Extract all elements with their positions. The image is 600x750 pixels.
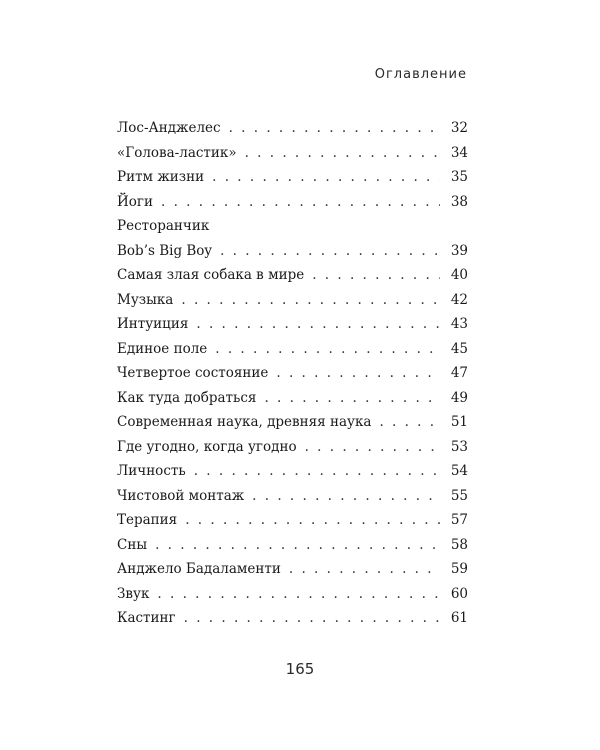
toc-entry-page: 40 xyxy=(450,267,468,284)
toc-entry-title: Йоги xyxy=(117,193,153,210)
page-number: 165 xyxy=(285,660,315,678)
dot-leader xyxy=(157,586,440,602)
toc-entry-page: 45 xyxy=(450,340,468,357)
dot-leader xyxy=(305,439,440,455)
toc-entry-page: 51 xyxy=(450,414,468,431)
toc-entry-title: Самая злая собака в мире xyxy=(117,267,305,284)
toc-entry-title: Кастинг xyxy=(117,610,176,627)
toc-entry-title: Терапия xyxy=(117,512,178,529)
dot-leader xyxy=(312,267,440,283)
toc-entry-title: Как туда добраться xyxy=(117,389,257,406)
toc-entry-title: Чистовой монтаж xyxy=(117,487,245,504)
toc-entry-page: 42 xyxy=(450,291,468,308)
toc-entry xyxy=(117,410,468,435)
dot-leader xyxy=(185,512,440,528)
dot-leader xyxy=(220,243,440,259)
dot-leader xyxy=(276,365,440,381)
toc-entry-title: Современная наука, древняя наука xyxy=(117,414,372,431)
toc-entry xyxy=(117,459,468,484)
dot-leader xyxy=(264,390,440,406)
toc-entry xyxy=(117,263,468,288)
dot-leader xyxy=(215,341,440,357)
toc-entry-page: 38 xyxy=(450,193,468,210)
toc-entry-title-line1: Ресторанчик xyxy=(117,218,210,235)
dot-leader xyxy=(181,292,440,308)
toc-entry xyxy=(117,508,468,533)
toc-entry xyxy=(117,337,468,362)
toc-entry xyxy=(117,165,468,190)
toc-entry xyxy=(117,288,468,313)
toc-entry-title: Музыка xyxy=(117,291,174,308)
toc-entry-page: 35 xyxy=(450,169,468,186)
toc-entry-page: 32 xyxy=(450,120,468,137)
toc-entry-page: 55 xyxy=(450,487,468,504)
dot-leader xyxy=(379,414,440,430)
toc-entry-page: 53 xyxy=(450,438,468,455)
toc-entry xyxy=(117,214,468,263)
toc-entry-page: 47 xyxy=(450,365,468,382)
toc-entry-title: Единое поле xyxy=(117,340,208,357)
toc-entry xyxy=(117,533,468,558)
dot-leader xyxy=(184,610,440,626)
dot-leader xyxy=(194,463,440,479)
dot-leader xyxy=(155,537,440,553)
toc-entry xyxy=(117,312,468,337)
toc-entry-title: Анджело Бадаламенти xyxy=(117,561,281,578)
running-head: Оглавление xyxy=(374,67,467,82)
toc-entry xyxy=(117,141,468,166)
toc-entry-title: «Голова-ластик» xyxy=(117,144,237,161)
toc-entry-title: Звук xyxy=(117,585,150,602)
toc-entry-page: 49 xyxy=(450,389,468,406)
toc-entry xyxy=(117,116,468,141)
toc-entry-page: 43 xyxy=(450,316,468,333)
toc-entry xyxy=(117,582,468,607)
toc-entry xyxy=(117,606,468,631)
dot-leader xyxy=(212,169,440,185)
toc-entry-page: 60 xyxy=(450,585,468,602)
toc-entry-title: Четвертое состояние xyxy=(117,365,269,382)
toc-entry xyxy=(117,484,468,509)
toc-entry xyxy=(117,190,468,215)
dot-leader xyxy=(252,488,440,504)
dot-leader xyxy=(289,561,440,577)
toc-entry-title: Личность xyxy=(117,463,186,480)
toc-entry-title: Где угодно, когда угодно xyxy=(117,438,297,455)
table-of-contents xyxy=(117,116,468,631)
toc-entry-page: 61 xyxy=(450,610,468,627)
dot-leader xyxy=(161,194,440,210)
toc-entry-page: 57 xyxy=(450,512,468,529)
toc-entry-title: Ритм жизни xyxy=(117,169,205,186)
toc-entry-page: 54 xyxy=(450,463,468,480)
dot-leader xyxy=(245,145,440,161)
toc-entry-page: 39 xyxy=(450,242,468,259)
toc-entry xyxy=(117,361,468,386)
toc-entry-title: Лос-Анджелес xyxy=(117,120,221,137)
toc-entry-title: Сны xyxy=(117,536,148,553)
toc-entry-page: 59 xyxy=(450,561,468,578)
toc-entry-page: 58 xyxy=(450,536,468,553)
dot-leader xyxy=(196,316,440,332)
toc-entry-title: Bob’s Big Boy xyxy=(117,242,213,259)
toc-entry xyxy=(117,386,468,411)
toc-entry-title: Интуиция xyxy=(117,316,189,333)
toc-entry-page: 34 xyxy=(450,144,468,161)
toc-entry xyxy=(117,435,468,460)
toc-entry xyxy=(117,557,468,582)
dot-leader xyxy=(229,120,440,136)
